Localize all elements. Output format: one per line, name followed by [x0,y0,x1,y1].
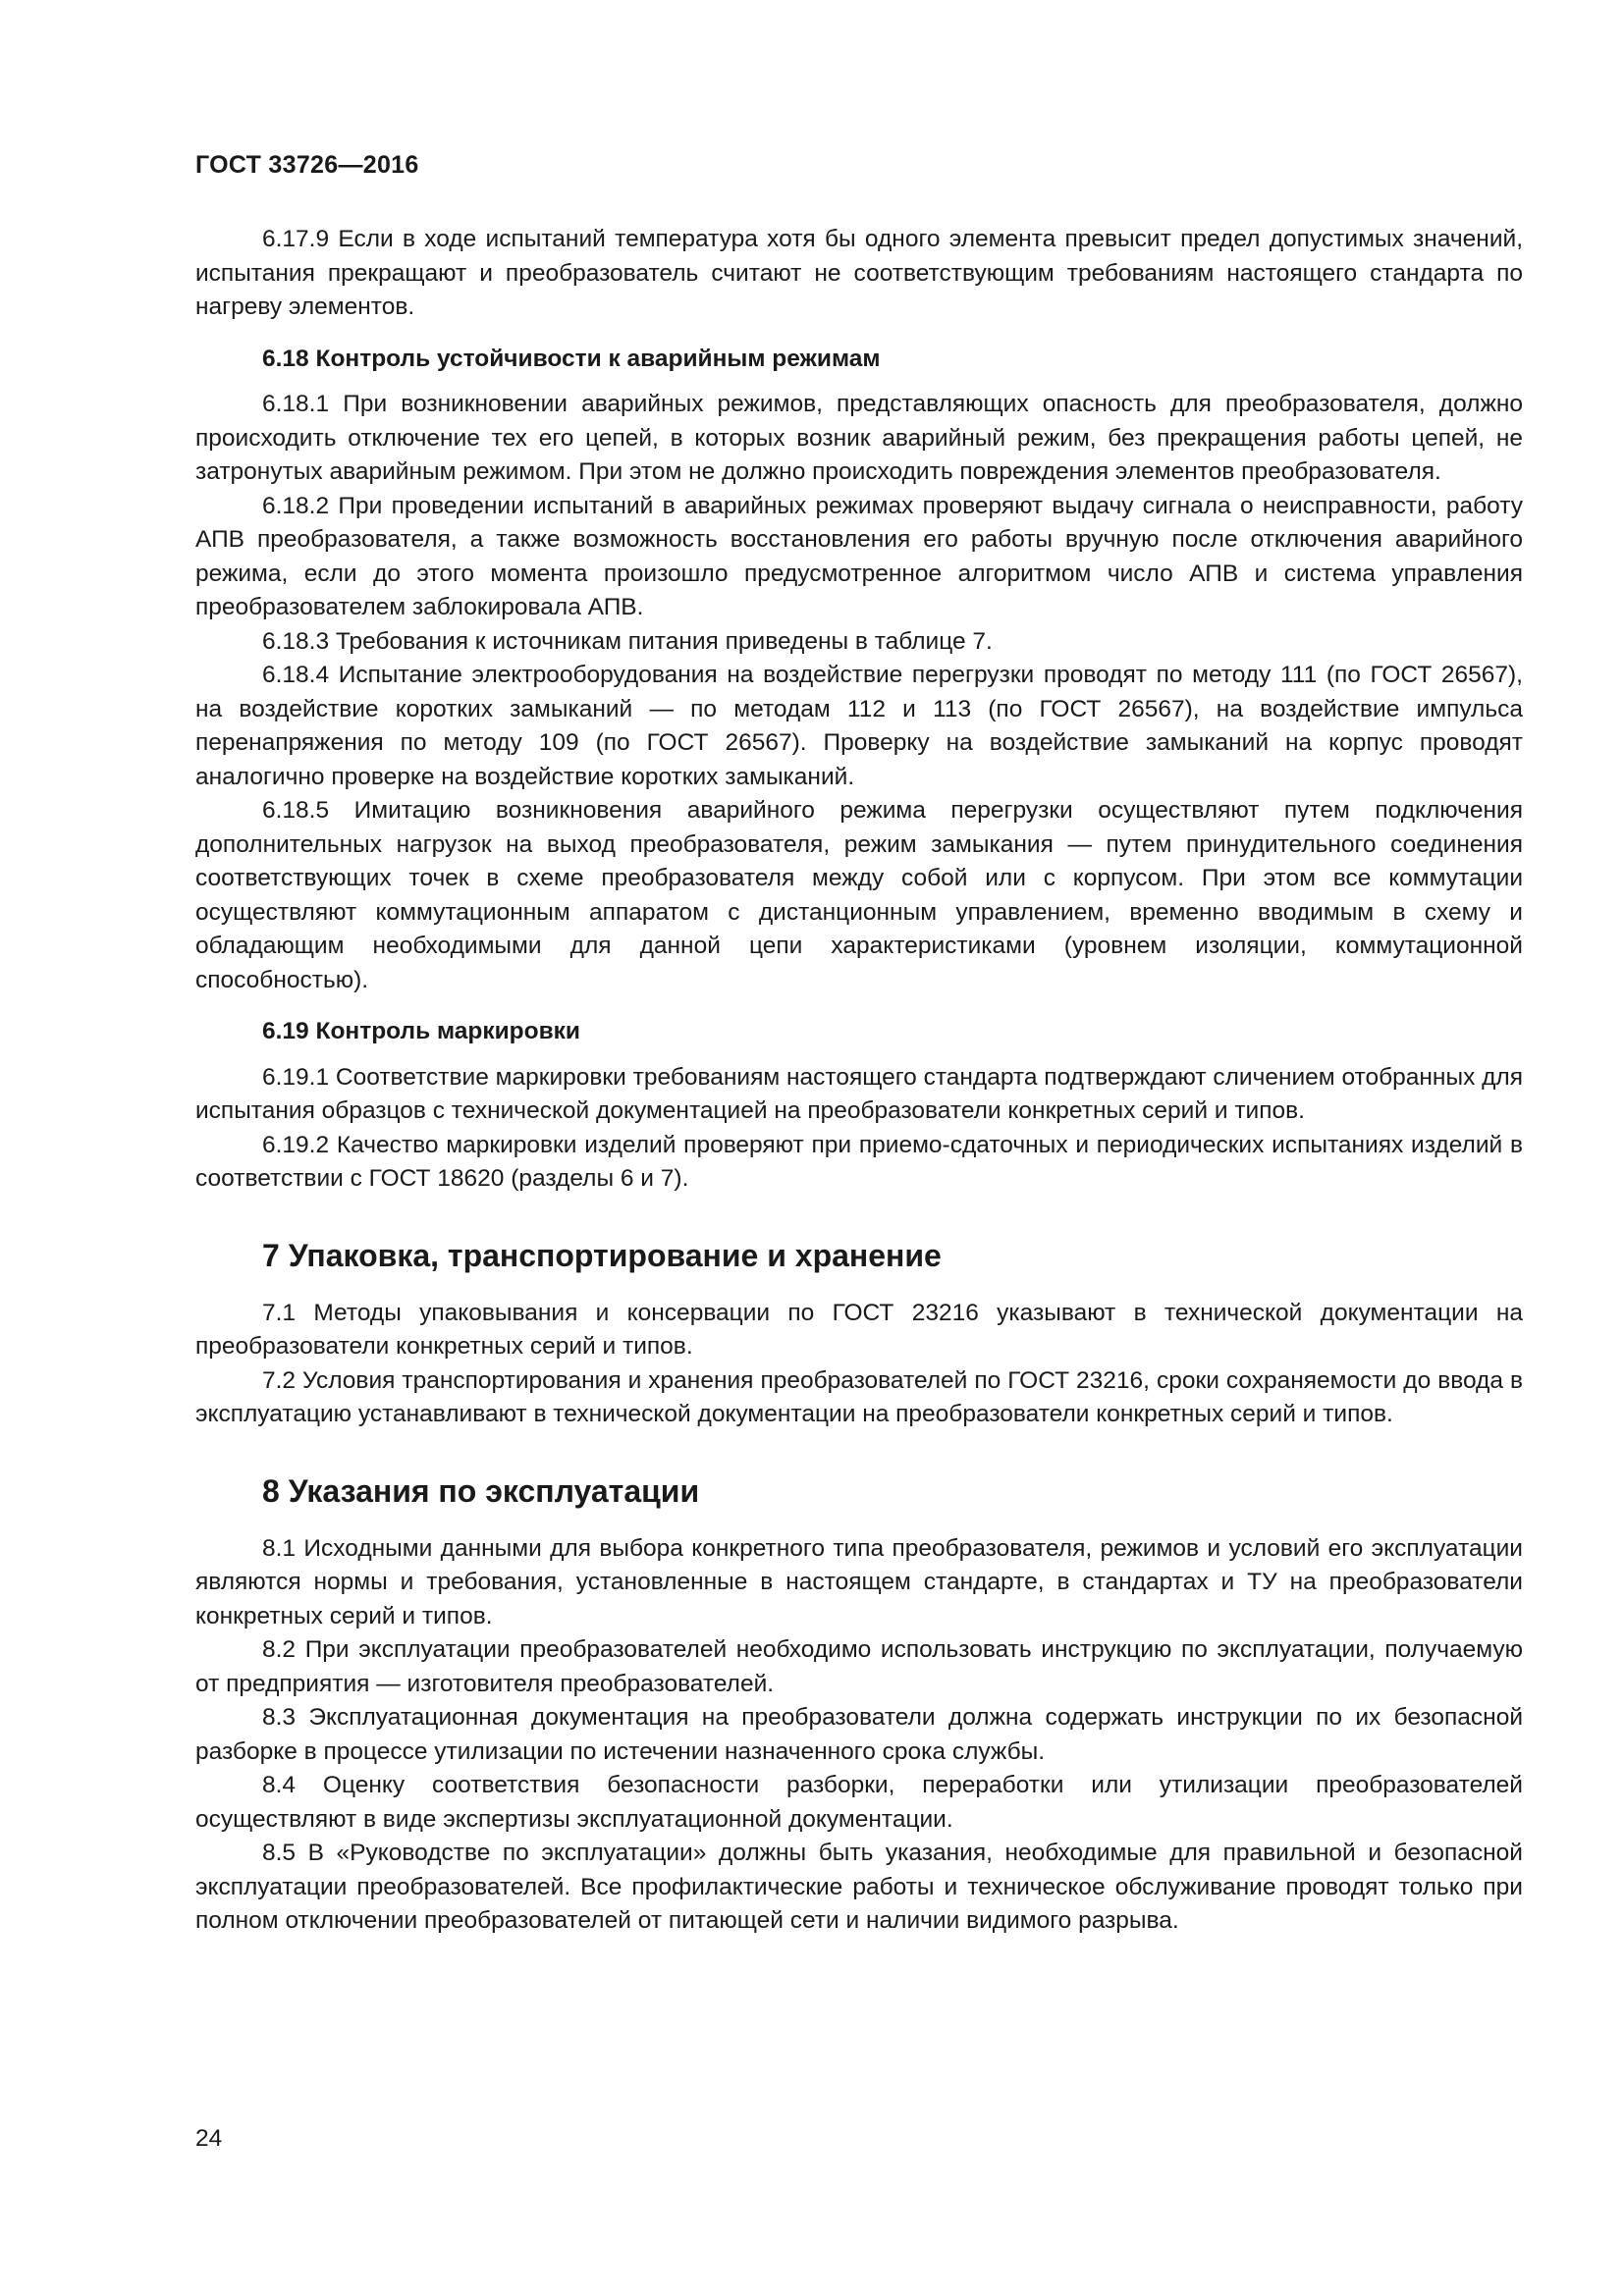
paragraph-7-1: 7.1 Методы упаковывания и консервации по ГОСТ 23216 указывают в технической документации на преобразователи конкретных серий и типов. [195,1299,1523,1360]
page-number: 24 [195,2125,223,2152]
paragraph-6-18-4: 6.18.4 Испытание электрооборудования на воздействие перегрузки проводят по методу 111 (по ГОСТ 26567), на воздействие коротких замыканий — по методам 112 и 113 (по ГОСТ 26567), на воздействие импульса перенапряжения по методу 109 (по ГОСТ 26567). Проверку на воздействие замыканий на корпус проводят аналогично проверке на воздействие коротких замыканий. [195,662,1523,790]
paragraph-6-18-3: 6.18.3 Требования к источникам питания приведены в таблице 7. [262,627,993,655]
paragraph-6-18-1: 6.18.1 При возникновении аварийных режимов, представляющих опасность для преобразователя, должно происходить отключение тех его цепей, в которых возник аварийный режим, без прекращения работы цепей, не затронутых аварийным режимом. При этом не должно происходить повреждения элементов преобразователя. [195,391,1523,485]
document-body [195,223,1523,1939]
paragraph-6-18-5: 6.18.5 Имитацию возникновения аварийного режима перегрузки осуществляют путем подключения дополнительных нагрузок на выход преобразователя, режим замыкания — путем принудительного соединения соответствующих точек в схеме преобразователя между собой или с корпусом. При этом все коммутации осуществляют коммутационным аппаратом с дистанционным управлением, временно вводимым в схему и обладающим необходимыми для данной цепи характеристиками (уровнем изоляции, коммутационной способностью). [195,797,1523,993]
subheading-6-19: 6.19 Контроль маркировки [262,1018,580,1044]
paragraph-6-19-2: 6.19.2 Качество маркировки изделий проверяют при приемо-сдаточных и периодических испытаниях изделий в соответствии с ГОСТ 18620 (разделы 6 и 7). [195,1131,1523,1192]
section-heading-7: 7 Упаковка, транспортирование и хранение [262,1237,942,1273]
paragraph-8-5: 8.5 В «Руководстве по эксплуатации» должны быть указания, необходимые для правильной и безопасной эксплуатации преобразователей. Все профилактические работы и техническое обслуживание проводят только при полном отключении преобразователей от питающей сети и наличии видимого разрыва. [195,1840,1523,1934]
section-heading-8: 8 Указания по эксплуатации [262,1472,700,1509]
paragraph-6-17-9: 6.17.9 Если в ходе испытаний температура хотя бы одного элемента превысит предел допустимых значений, испытания прекращают и преобразователь считают не соответствующим требованиям настоящего стандарта по нагреву элементов. [195,226,1523,320]
paragraph-6-18-2: 6.18.2 При проведении испытаний в аварийных режимах проверяют выдачу сигнала о неисправности, работу АПВ преобразователя, а также возможность восстановления его работы вручную после отключения аварийного режима, если до этого момента произошло предусмотренное алгоритмом число АПВ и система управления преобразователем заблокировала АПВ. [195,492,1523,620]
paragraph-8-4: 8.4 Оценку соответствия безопасности разборки, переработки или утилизации преобразователей осуществляют в виде экспертизы эксплуатационной документации. [195,1772,1523,1833]
subheading-6-18: 6.18 Контроль устойчивости к аварийным режимам [262,345,881,372]
paragraph-8-3: 8.3 Эксплуатационная документация на преобразователи должна содержать инструкции по их безопасной разборке в процессе утилизации по истечении назначенного срока службы. [195,1704,1523,1765]
paragraph-7-2: 7.2 Условия транспортирования и хранения преобразователей по ГОСТ 23216, сроки сохраняемости до ввода в эксплуатацию устанавливают в технической документации на преобразователи конкретных серий и типов. [195,1366,1523,1427]
paragraph-8-2: 8.2 При эксплуатации преобразователей необходимо использовать инструкцию по эксплуатации, получаемую от предприятия — изготовителя преобразователей. [195,1636,1523,1697]
document-header: ГОСТ 33726—2016 [195,151,419,179]
paragraph-6-19-1: 6.19.1 Соответствие маркировки требованиям настоящего стандарта подтверждают сличением отобранных для испытания образцов с технической документацией на преобразователи конкретных серий и типов. [195,1063,1523,1124]
paragraph-8-1: 8.1 Исходными данными для выбора конкретного типа преобразователя, режимов и условий его эксплуатации являются нормы и требования, установленные в настоящем стандарте, в стандартах и ТУ на преобразователи конкретных серий и типов. [195,1534,1523,1629]
